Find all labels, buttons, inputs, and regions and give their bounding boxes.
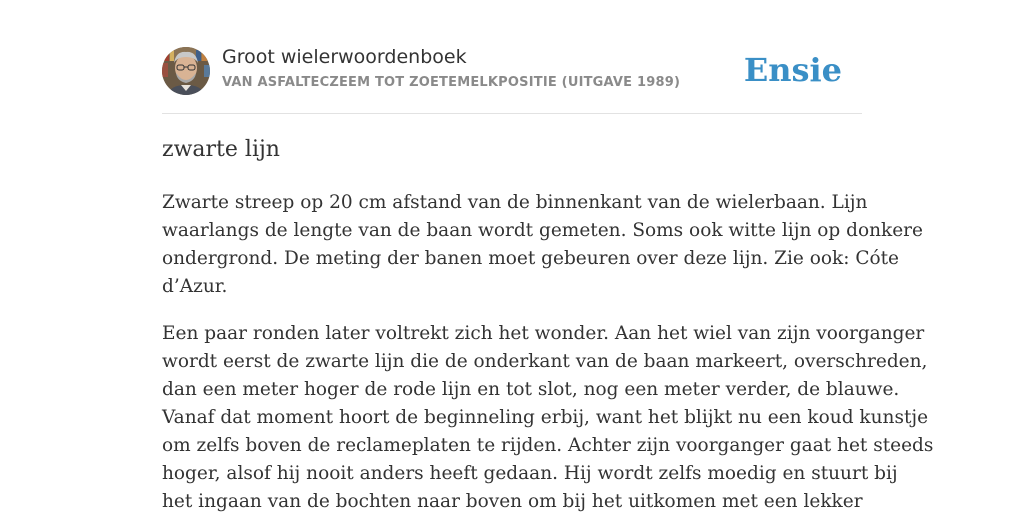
text-line: om zelfs boven de reclameplaten te rijden. Achter zijn voorganger gaat het steeds [162,435,934,456]
definition-paragraph [162,189,923,301]
text-line: het ingaan van de bochten naar boven om bij het uitkomen met een lekker [162,491,863,512]
text-line: waarlangs de lengte van de baan wordt gemeten. Soms ook witte lijn op donkere [162,220,923,241]
text-line: ondergrond. De meting der banen moet gebeuren over deze lijn. Zie ook: Cóte [162,248,899,269]
text-line: Vanaf dat moment hoort de beginneling erbij, want het blijkt nu een koud kunstje [162,407,929,428]
site-header [162,0,862,114]
text-line: Een paar ronden later voltrekt zich het wonder. Aan het wiel van zijn voorganger [162,323,925,344]
text-line: wordt eerst de zwarte lijn die de onderkant van de baan markeert, overschreden, [162,351,928,372]
entry-body [162,189,934,512]
author-portrait-icon[interactable] [162,47,210,95]
text-line: Zwarte streep op 20 cm afstand van de binnenkant van de wielerbaan. Lijn [162,192,868,213]
book-subtitle: VAN ASFALTECZEEM TOT ZOETEMELKPOSITIE (UITGAVE 1989) [222,75,681,90]
brand-logo[interactable]: Ensie [743,51,842,89]
text-line: dan een meter hoger de rode lijn en tot slot, nog een meter verder, de blauwe. [162,379,900,400]
text-line: d’Azur. [162,276,228,297]
quote-paragraph [162,320,934,512]
book-title[interactable]: Groot wielerwoordenboek [222,46,467,68]
content-container [162,0,934,512]
text-line: hoger, alsof hij nooit anders heeft gedaan. Hij wordt zelfs moedig en stuurt bij [162,463,898,484]
entry-title: zwarte lijn [162,137,280,162]
